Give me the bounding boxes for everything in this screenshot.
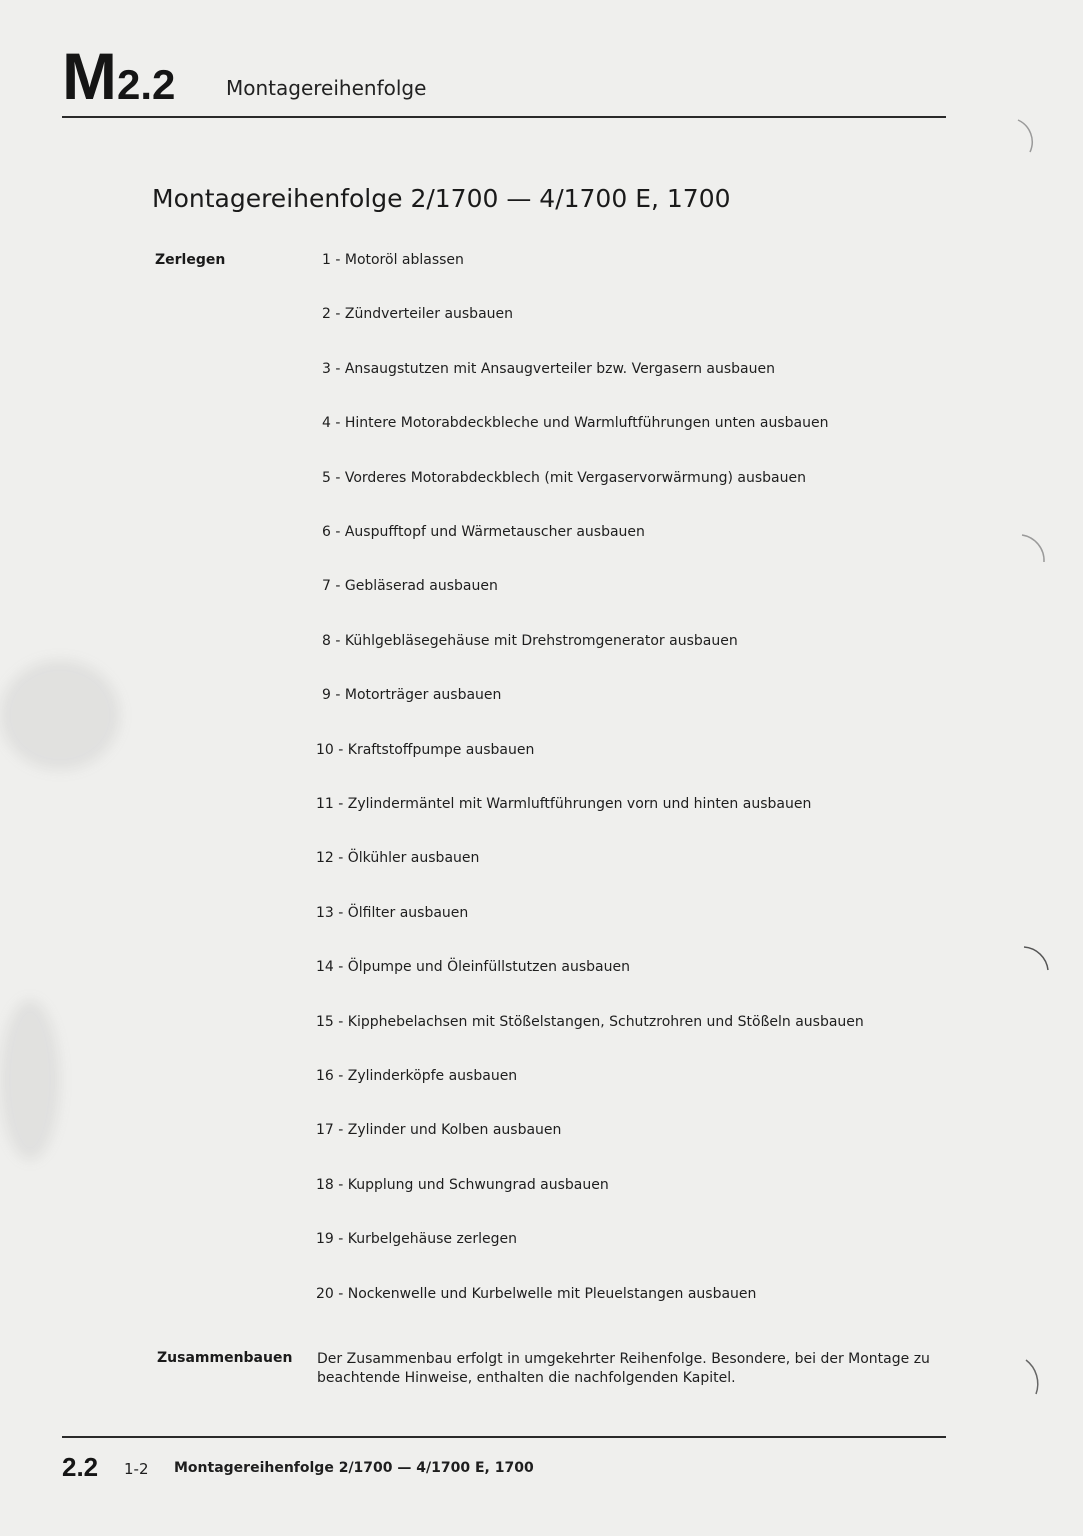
disassembly-step: 20 - Nockenwelle und Kurbelwelle mit Pleuelstangen ausbauen bbox=[316, 1285, 757, 1302]
disassembly-step: 14 - Ölpumpe und Öleinfüllstutzen ausbauen bbox=[316, 959, 630, 976]
page-title: Montagereihenfolge 2/1700 — 4/1700 E, 1700 bbox=[152, 184, 731, 213]
disassembly-step: 18 - Kupplung und Schwungrad ausbauen bbox=[316, 1176, 609, 1193]
disassembly-step: 3 - Ansaugstutzen mit Ansaugverteiler bzw. Vergasern ausbauen bbox=[322, 360, 775, 377]
disassembly-step: 8 - Kühlgebläsegehäuse mit Drehstromgenerator ausbauen bbox=[322, 632, 738, 649]
disassembly-step: 5 - Vorderes Motorabdeckblech (mit Vergaservorwärmung) ausbauen bbox=[322, 469, 806, 486]
punch-hole-mark bbox=[1022, 535, 1044, 562]
footer-section-number: 2.2 bbox=[62, 1452, 99, 1482]
disassembly-step: 11 - Zylindermäntel mit Warmluftführungen vorn und hinten ausbauen bbox=[316, 796, 812, 812]
disassembly-step: 12 - Ölkühler ausbauen bbox=[316, 850, 480, 867]
disassembly-step: 19 - Kurbelgehäuse zerlegen bbox=[316, 1231, 518, 1248]
section-code-letter: M bbox=[62, 39, 115, 113]
assembly-label: Zusammenbauen bbox=[157, 1350, 293, 1366]
punch-hole-mark bbox=[1026, 1360, 1038, 1394]
disassembly-label: Zerlegen bbox=[155, 252, 226, 268]
disassembly-step: 15 - Kipphebelachsen mit Stößelstangen, Schutzrohren und Stößeln ausbauen bbox=[316, 1013, 864, 1030]
disassembly-step: 9 - Motorträger ausbauen bbox=[322, 687, 502, 704]
punch-hole-mark bbox=[1024, 947, 1048, 970]
disassembly-step: 16 - Zylinderköpfe ausbauen bbox=[316, 1068, 518, 1084]
disassembly-step: 1 - Motoröl ablassen bbox=[322, 252, 464, 268]
footer-page-number: 1-2 bbox=[124, 1460, 149, 1478]
section-code-number: 2.2 bbox=[116, 61, 176, 108]
disassembly-step: 2 - Zündverteiler ausbauen bbox=[322, 306, 514, 323]
disassembly-step: 17 - Zylinder und Kolben ausbauen bbox=[316, 1122, 562, 1139]
footer-title: Montagereihenfolge 2/1700 — 4/1700 E, 1700 bbox=[174, 1460, 534, 1476]
disassembly-step: 4 - Hintere Motorabdeckbleche und Warmluftführungen unten ausbauen bbox=[322, 415, 829, 432]
disassembly-step: 13 - Ölfilter ausbauen bbox=[316, 904, 469, 921]
disassembly-step: 6 - Auspufftopf und Wärmetauscher ausbauen bbox=[322, 524, 645, 540]
punch-hole-mark bbox=[1018, 120, 1032, 152]
header-title: Montagereihenfolge bbox=[226, 76, 427, 100]
disassembly-step: 10 - Kraftstoffpumpe ausbauen bbox=[316, 741, 535, 758]
disassembly-step: 7 - Gebläserad ausbauen bbox=[322, 578, 498, 595]
assembly-text: Der Zusammenbau erfolgt in umgekehrter Reihenfolge. Besondere, bei der Montage zu beachtende Hinweise, enthalten die nachfolgenden Kapitel. bbox=[317, 1351, 930, 1386]
